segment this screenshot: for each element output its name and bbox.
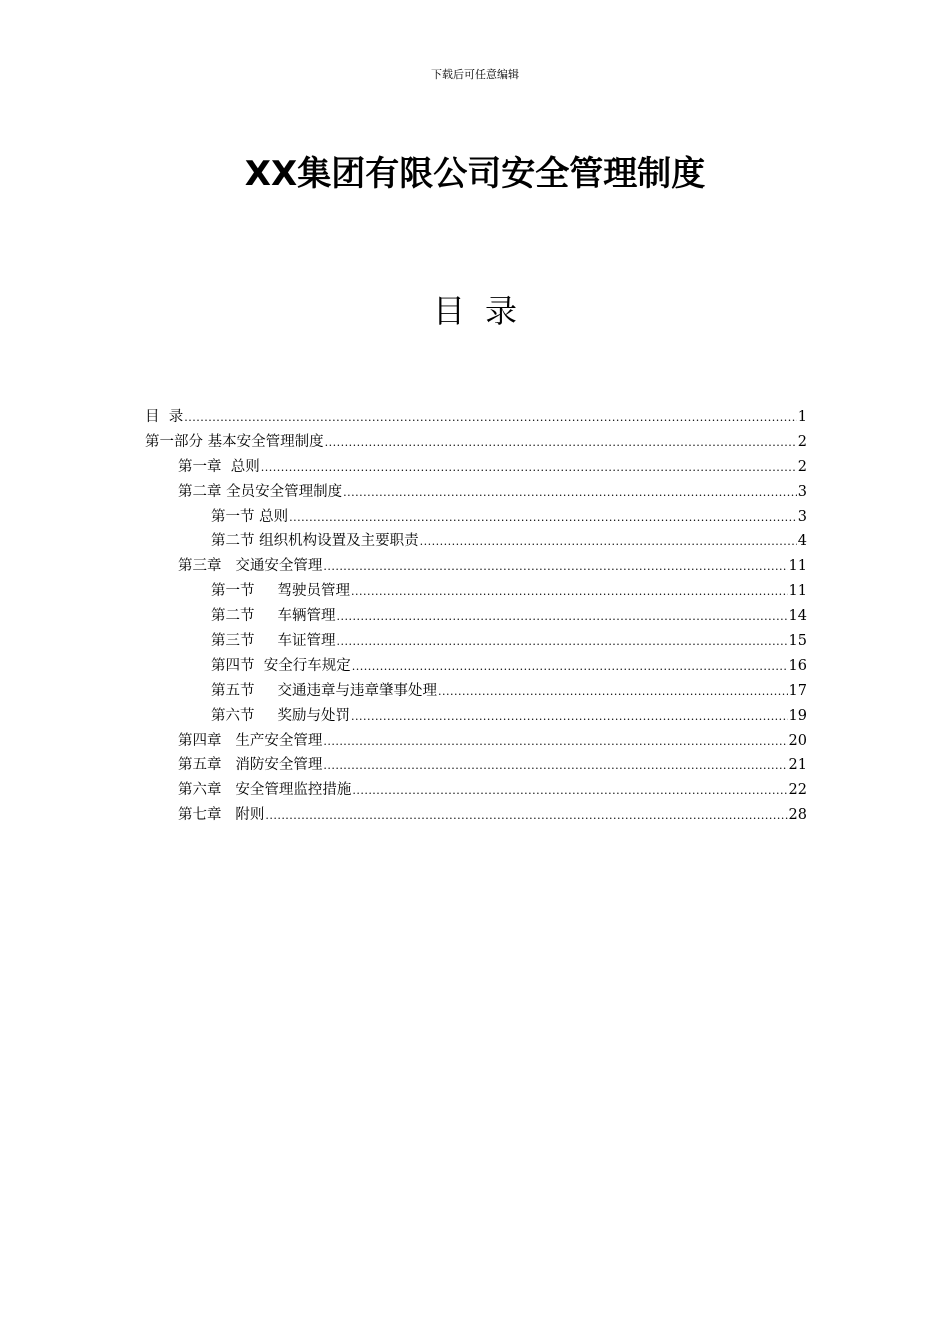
toc-leader-dots xyxy=(438,680,788,705)
toc-leader-dots xyxy=(184,406,797,431)
toc-leader-dots xyxy=(261,456,797,481)
table-of-contents xyxy=(145,405,807,828)
toc-entry-label: 第七章 附则 xyxy=(178,807,265,824)
toc-entry[interactable] xyxy=(145,729,807,754)
toc-entry-label: 第一节 驾驶员管理 xyxy=(211,583,351,600)
toc-entry-page: 3 xyxy=(797,483,807,500)
toc-leader-dots xyxy=(325,431,797,456)
toc-entry[interactable] xyxy=(145,455,807,480)
toc-entry-page: 19 xyxy=(788,707,807,724)
toc-entry-page: 4 xyxy=(797,533,807,550)
toc-entry-page: 28 xyxy=(788,807,807,824)
toc-leader-dots xyxy=(337,605,788,630)
toc-entry-label: 第五节 交通违章与违章肇事处理 xyxy=(211,682,438,699)
toc-entry-label: 第一节 总则 xyxy=(211,508,289,525)
toc-entry-label: 第六节 奖励与处罚 xyxy=(211,707,351,724)
toc-entry-label: 第二章 全员安全管理制度 xyxy=(178,483,343,500)
toc-entry[interactable] xyxy=(145,480,807,505)
toc-entry[interactable] xyxy=(145,654,807,679)
toc-entry[interactable] xyxy=(145,505,807,530)
toc-entry[interactable] xyxy=(145,803,807,828)
toc-entry[interactable] xyxy=(145,604,807,629)
toc-entry[interactable] xyxy=(145,778,807,803)
toc-entry[interactable] xyxy=(145,579,807,604)
toc-entry-page: 22 xyxy=(788,782,807,799)
toc-entry[interactable] xyxy=(145,554,807,579)
header-note: 下载后可任意编辑 xyxy=(431,68,519,81)
toc-entry-page: 16 xyxy=(788,657,807,674)
toc-entry-page: 11 xyxy=(788,583,807,600)
toc-leader-dots xyxy=(351,705,788,730)
toc-entry-label: 第四节 安全行车规定 xyxy=(211,657,351,674)
toc-entry-label: 第三章 交通安全管理 xyxy=(178,558,323,575)
toc-heading: 目录 xyxy=(432,292,537,330)
toc-leader-dots xyxy=(352,779,787,804)
toc-entry-label: 第四章 生产安全管理 xyxy=(178,732,323,749)
toc-entry[interactable] xyxy=(145,529,807,554)
toc-entry-label: 第一章 总则 xyxy=(178,458,260,475)
toc-entry-page: 21 xyxy=(788,757,807,774)
toc-leader-dots xyxy=(323,730,787,755)
toc-entry-page: 11 xyxy=(788,558,807,575)
toc-entry-label: 第五章 消防安全管理 xyxy=(178,757,323,774)
toc-entry-page: 14 xyxy=(788,608,807,625)
toc-leader-dots xyxy=(352,655,788,680)
toc-entry[interactable] xyxy=(145,679,807,704)
toc-entry-label: 第六章 安全管理监控措施 xyxy=(178,782,352,799)
toc-entry-label: 第二节 组织机构设置及主要职责 xyxy=(211,533,419,550)
toc-entry[interactable] xyxy=(145,430,807,455)
toc-entry-page: 20 xyxy=(788,732,807,749)
toc-entry[interactable] xyxy=(145,629,807,654)
toc-entry[interactable] xyxy=(145,753,807,778)
toc-entry-label: 第一部分 基本安全管理制度 xyxy=(145,433,324,450)
toc-entry-page: 3 xyxy=(797,508,807,525)
toc-leader-dots xyxy=(265,804,787,829)
toc-leader-dots xyxy=(337,630,788,655)
toc-entry-page: 2 xyxy=(797,433,807,450)
toc-leader-dots xyxy=(323,754,787,779)
toc-leader-dots xyxy=(323,555,787,580)
toc-entry[interactable] xyxy=(145,704,807,729)
toc-entry-label: 目 录 xyxy=(145,409,184,425)
toc-leader-dots xyxy=(351,580,788,605)
toc-leader-dots xyxy=(289,506,797,531)
toc-entry[interactable] xyxy=(145,405,807,430)
toc-entry-page: 2 xyxy=(797,458,807,475)
toc-entry-page: 15 xyxy=(788,633,807,650)
toc-entry-label: 第二节 车辆管理 xyxy=(211,608,336,625)
toc-entry-label: 第三节 车证管理 xyxy=(211,633,336,650)
toc-entry-page: 1 xyxy=(797,409,807,425)
toc-entry-page: 17 xyxy=(788,682,807,699)
document-title: XX集团有限公司安全管理制度 xyxy=(244,154,706,194)
toc-leader-dots xyxy=(420,530,797,555)
toc-leader-dots xyxy=(343,481,797,506)
